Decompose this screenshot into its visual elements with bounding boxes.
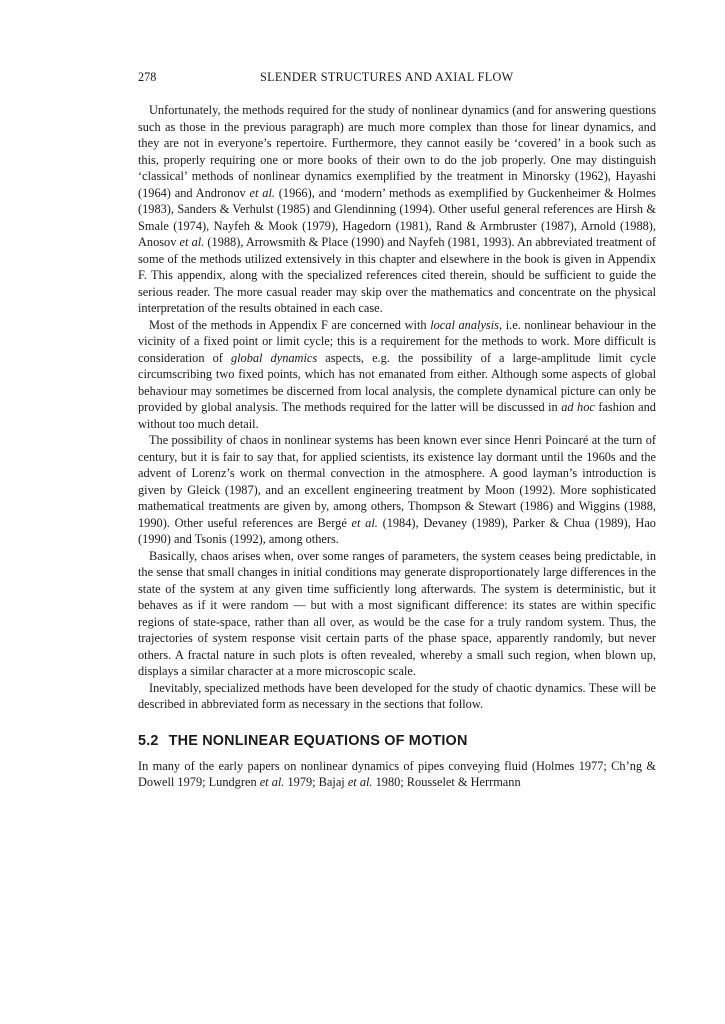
paragraph xyxy=(138,102,656,317)
text-run: Basically, chaos arises when, over some ranges of parameters, the system ceases being predictable, in the sense that small changes in initial conditions may generate disproportionately large differences in the state of the system at any given time sufficiently long afterwards. The system is deterministic, but it behaves as if it were random — but with a most significant difference: its states are within specific regions of state-space, rather than all over, as would be the case for a truly random system. Thus, the trajectories of system response visit certain parts of the phase space, apparently randomly, but never others. A fractal nature in such plots is often revealed, whereby a small such region, when blown up, displays a similar character at a more microscopic scale. xyxy=(138,548,656,678)
section-heading xyxy=(138,732,656,750)
paragraph xyxy=(138,548,656,680)
text-run: The possibility of chaos in nonlinear systems has been known ever since Henri Poincaré at the turn of century, but it is fair to say that, for applied scientists, its existence lay dormant until the 1960s and the advent of Lorenz’s work on thermal convection in the atmosphere. A good layman’s introduction is given by Gleick (1987), and an excellent engineering treatment by Moon (1992). More sophisticated mathematical treatments are given by, among others, Thompson & Stewart (1986) and Wiggins (1988, 1990). Other useful references are Bergé xyxy=(138,433,656,530)
section-number: 5.2 xyxy=(138,732,159,749)
italic-text: et al. xyxy=(249,185,275,200)
text-run: (1988), Arrowsmith & Place (1990) and Nayfeh (1981, 1993). An abbreviated treatment of some of the methods utilized extensively in this chapter and elsewhere in the book is given in Appendix F. This appendix, along with the specialized references cited therein, should be sufficient to guide the serious reader. The more casual reader may skip over the mathematics and concentrate on the physical interpretation of the results obtained in each case. xyxy=(138,235,656,315)
paragraph xyxy=(138,758,656,791)
text-run: 1980; Rousselet & Herrmann xyxy=(372,775,521,789)
section-title: THE NONLINEAR EQUATIONS OF MOTION xyxy=(168,732,468,749)
text-run: Unfortunately, the methods required for the study of nonlinear dynamics (and for answering questions such as those in the previous paragraph) are much more complex than those for linear dynamics, and they are not in everyone’s repertoire. Furthermore, they cannot easily be ‘covered’ in a book such as this, properly requiring one or more books of their own to do the job properly. One may distinguish ‘classical’ methods of nonlinear dynamics exemplified by the treatment in Minorsky (1962), Hayashi (1964) and Andronov xyxy=(138,103,656,200)
text-run: aspects, e.g. the possibility of a large-amplitude limit cycle circumscribing two fixed points, which has not emanated from either. Although some aspects of global behaviour may sometimes be discerned from local analysis, the complete dynamical picture can only be provided by global analysis. The methods required for the latter will be discussed in xyxy=(138,350,656,414)
text-run: (1966), and ‘modern’ methods as exemplified by Guckenheimer & Holmes (1983), Sanders & Verhulst (1985) and Glendinning (1994). Other useful general references are Hirsh & Smale (1974), Nayfeh & Mook (1979), Hagedorn (1981), Rand & Armbruster (1987), Arnold (1988), Anosov xyxy=(138,185,656,249)
paragraph xyxy=(138,432,656,548)
text-run: (1984), Devaney (1989), Parker & Chua (1989), Hao (1990) and Tsonis (1992), among others. xyxy=(138,515,656,546)
paragraph xyxy=(138,680,656,713)
italic-text: local analysis xyxy=(430,317,499,332)
page-header xyxy=(138,70,658,88)
text-run: Most of the methods in Appendix F are concerned with xyxy=(149,317,431,332)
body-text xyxy=(138,102,656,791)
text-run: , i.e. nonlinear behaviour in the vicinity of a fixed point or limit cycle; this is a requirement for the methods to work. More difficult is consideration of xyxy=(138,317,657,365)
italic-text: ad hoc xyxy=(561,400,595,414)
italic-text: et al. xyxy=(259,775,285,789)
running-head: SLENDER STRUCTURES AND AXIAL FLOW xyxy=(260,70,514,84)
text-run: 1979; Bajaj xyxy=(284,775,348,789)
italic-text: et al. xyxy=(347,775,373,789)
page-number: 278 xyxy=(138,70,157,84)
text-run: In many of the early papers on nonlinear dynamics of pipes conveying fluid (Holmes 1977; Ch’ng & Dowell 1979; Lundgren xyxy=(138,758,656,789)
paragraph xyxy=(138,317,656,433)
text-run: fashion and without too much detail. xyxy=(138,400,656,431)
italic-text: et al. xyxy=(351,515,378,530)
italic-text: global dynamics xyxy=(230,350,318,365)
text-run: Inevitably, specialized methods have been developed for the study of chaotic dynamics. These will be described in abbreviated form as necessary in the sections that follow. xyxy=(138,680,656,711)
italic-text: et al. xyxy=(179,235,205,249)
